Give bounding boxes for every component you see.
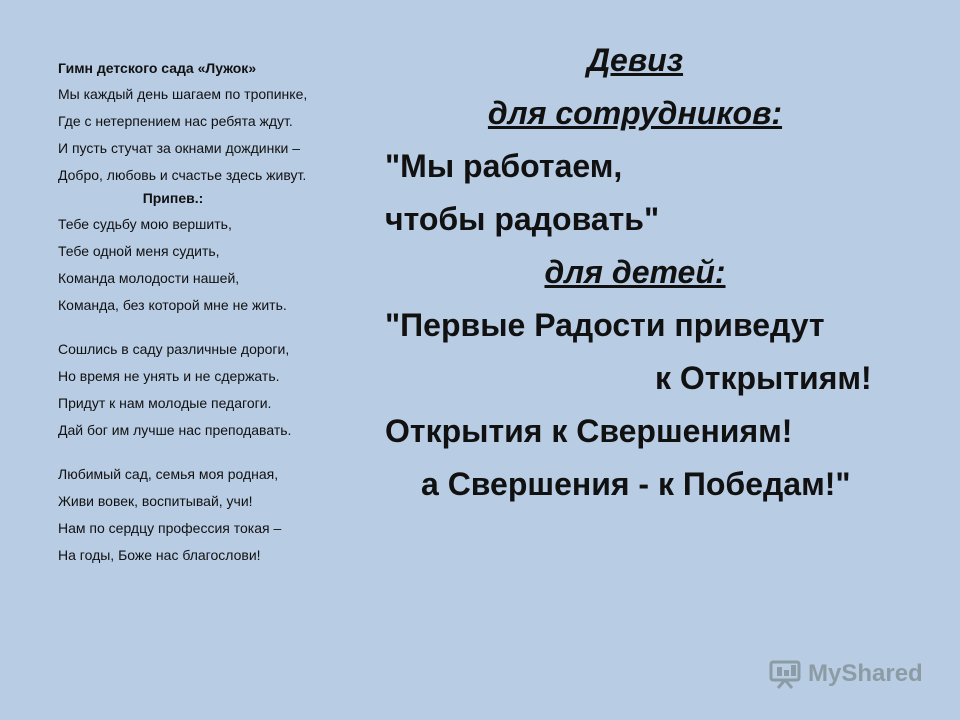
- verse1-line: Мы каждый день шагаем по тропинке,: [58, 86, 308, 102]
- staff-heading: для сотрудников:: [487, 95, 783, 131]
- verse2-line: Придут к нам молодые педагоги.: [58, 395, 272, 411]
- stanza-gap: [58, 449, 358, 466]
- chorus-line: Команда, без которой мне не жить.: [58, 297, 287, 313]
- verse3-line: Живи вовек, воспитывай, учи!: [58, 493, 253, 509]
- staff-motto-line: чтобы радовать": [385, 201, 660, 237]
- children-motto-line: к Открытиям!: [655, 360, 872, 396]
- verse3-line: Любимый сад, семья моя родная,: [58, 466, 279, 482]
- chorus-line: Команда молодости нашей,: [58, 270, 240, 286]
- verse2-line: Но время не унять и не сдержать.: [58, 368, 280, 384]
- verse1-line: Добро, любовь и счастье здесь живут.: [58, 167, 307, 183]
- motto-heading: Девиз: [586, 42, 684, 78]
- children-heading: для детей:: [544, 254, 726, 290]
- children-motto-line: Открытия к Свершениям!: [385, 413, 793, 449]
- chorus-line: Тебе одной меня судить,: [58, 243, 220, 259]
- anthem-title: Гимн детского сада «Лужок»: [58, 60, 257, 76]
- chorus-label: Припев.:: [142, 190, 204, 206]
- verse3-line: Нам по сердцу профессия токая –: [58, 520, 282, 536]
- verse3-line: На годы, Боже нас благослови!: [58, 547, 261, 563]
- verse1-line: И пусть стучат за окнами дождинки –: [58, 140, 300, 156]
- staff-motto-line: "Мы работаем,: [385, 148, 623, 184]
- verse2-line: Сошлись в саду различные дороги,: [58, 341, 290, 357]
- chorus-line: Тебе судьбу мою вершить,: [58, 216, 232, 232]
- motto-block: [385, 34, 925, 511]
- verse1-line: Где с нетерпением нас ребята ждут.: [58, 113, 293, 129]
- myshared-logo-icon: [768, 658, 802, 690]
- children-motto-line: а Свершения - к Победам!": [421, 466, 851, 502]
- watermark-text: MyShared: [808, 660, 923, 687]
- stanza-gap: [58, 324, 358, 341]
- children-motto-line: "Первые Радости приведут: [385, 307, 825, 343]
- anthem-block: [58, 60, 358, 574]
- verse2-line: Дай бог им лучше нас преподавать.: [58, 422, 292, 438]
- myshared-watermark: [768, 658, 923, 690]
